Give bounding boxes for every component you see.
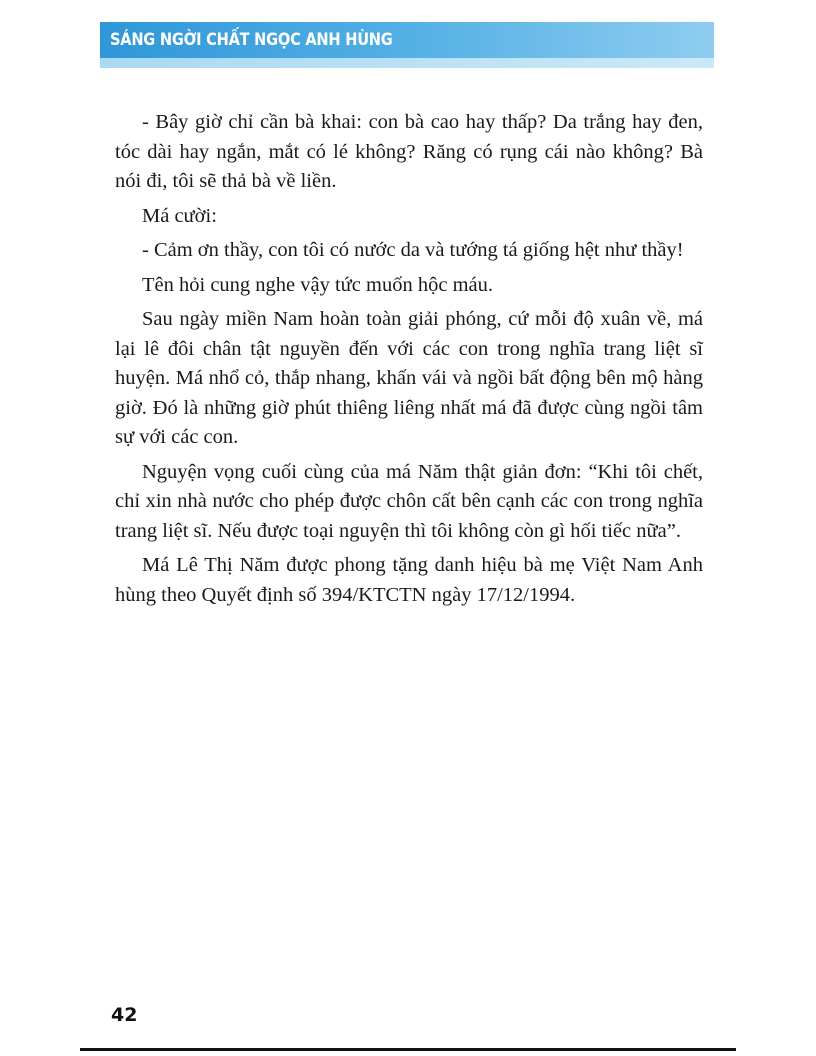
paragraph: Tên hỏi cung nghe vậy tức muốn hộc máu. — [142, 273, 493, 296]
paragraph: Nguyện vọng cuối cùng của má Năm thật giản đơn: “Khi tôi chết, chỉ xin nhà nước cho phép được chôn cất bên cạnh các con trong nghĩa trang liệt sĩ. Nếu được toại nguyện thì tôi không còn gì hối tiếc nữa”. — [115, 460, 703, 542]
paragraph: Má Lê Thị Năm được phong tặng danh hiệu bà mẹ Việt Nam Anh hùng theo Quyết định số 394/KTCTN ngày 17/12/1994. — [115, 554, 703, 606]
running-header-title: SÁNG NGỜI CHẤT NGỌC ANH HÙNG — [110, 30, 393, 50]
paragraph: - Bây giờ chỉ cần bà khai: con bà cao hay thấp? Da trắng hay đen, tóc dài hay ngắn, mắt có lé không? Răng có rụng cái nào không? Bà nói đi, tôi sẽ thả bà về liền. — [115, 111, 703, 192]
page-number: 42 — [111, 1004, 138, 1026]
page-body — [115, 108, 703, 615]
footer-rule — [80, 1048, 736, 1051]
paragraph: Má cười: — [142, 204, 217, 227]
paragraph: - Cảm ơn thầy, con tôi có nước da và tướng tá giống hệt như thầy! — [142, 239, 684, 261]
paragraph: Sau ngày miền Nam hoàn toàn giải phóng, cứ mỗi độ xuân về, má lại lê đôi chân tật nguyền đến với các con trong nghĩa trang liệt sĩ huyện. Má nhổ cỏ, thắp nhang, khấn vái và ngồi bất động bên mộ hàng giờ. Đó là những giờ phút thiêng liêng nhất má đã được cùng ngồi tâm sự với các con. — [115, 308, 703, 448]
